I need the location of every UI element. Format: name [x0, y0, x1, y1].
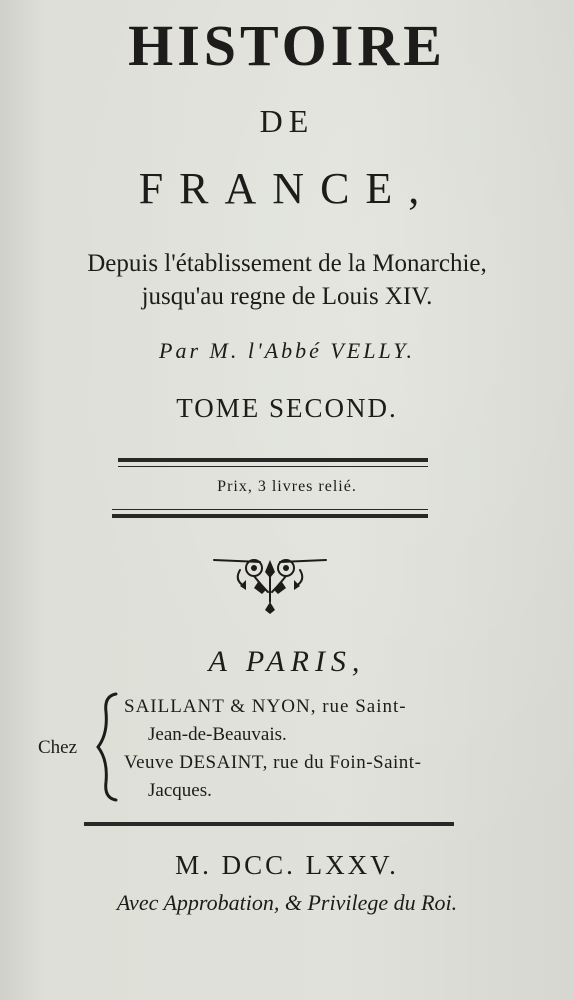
price-line: Prix, 3 livres relié. [217, 478, 357, 495]
fleuron-ornament-icon [210, 552, 330, 616]
subtitle-line-1: Depuis l'établissement de la Monarchie, [87, 250, 487, 277]
publisher-line-3: Veuve DESAINT, rue du Foin-Saint- [124, 752, 422, 773]
subtitle-line-2: jusqu'au regne de Louis XIV. [141, 283, 433, 310]
book-title: HISTOIRE [128, 13, 446, 78]
approbation-line: Avec Approbation, & Privilege du Roi. [116, 890, 458, 915]
title-france: FRANCE, [138, 164, 436, 213]
rule-imprint [84, 822, 454, 826]
title-de: DE [259, 103, 315, 139]
curly-brace-icon [94, 690, 120, 804]
rule-thin-bottom [112, 509, 428, 510]
rule-thick-top [118, 458, 428, 462]
rule-thick-bottom [112, 514, 428, 518]
rule-thin-top [118, 466, 428, 467]
publication-year: M. DCC. LXXV. [175, 850, 399, 880]
publisher-line-4: Jacques. [148, 780, 212, 801]
place-line: A PARIS, [208, 645, 366, 678]
publisher-line-2: Jean-de-Beauvais. [148, 724, 287, 745]
publisher-line-1: SAILLANT & NYON, rue Saint- [124, 696, 407, 717]
volume-label: TOME SECOND. [176, 393, 398, 423]
author-line: Par M. l'Abbé VELLY. [159, 338, 415, 363]
chez-label: Chez [38, 737, 78, 758]
